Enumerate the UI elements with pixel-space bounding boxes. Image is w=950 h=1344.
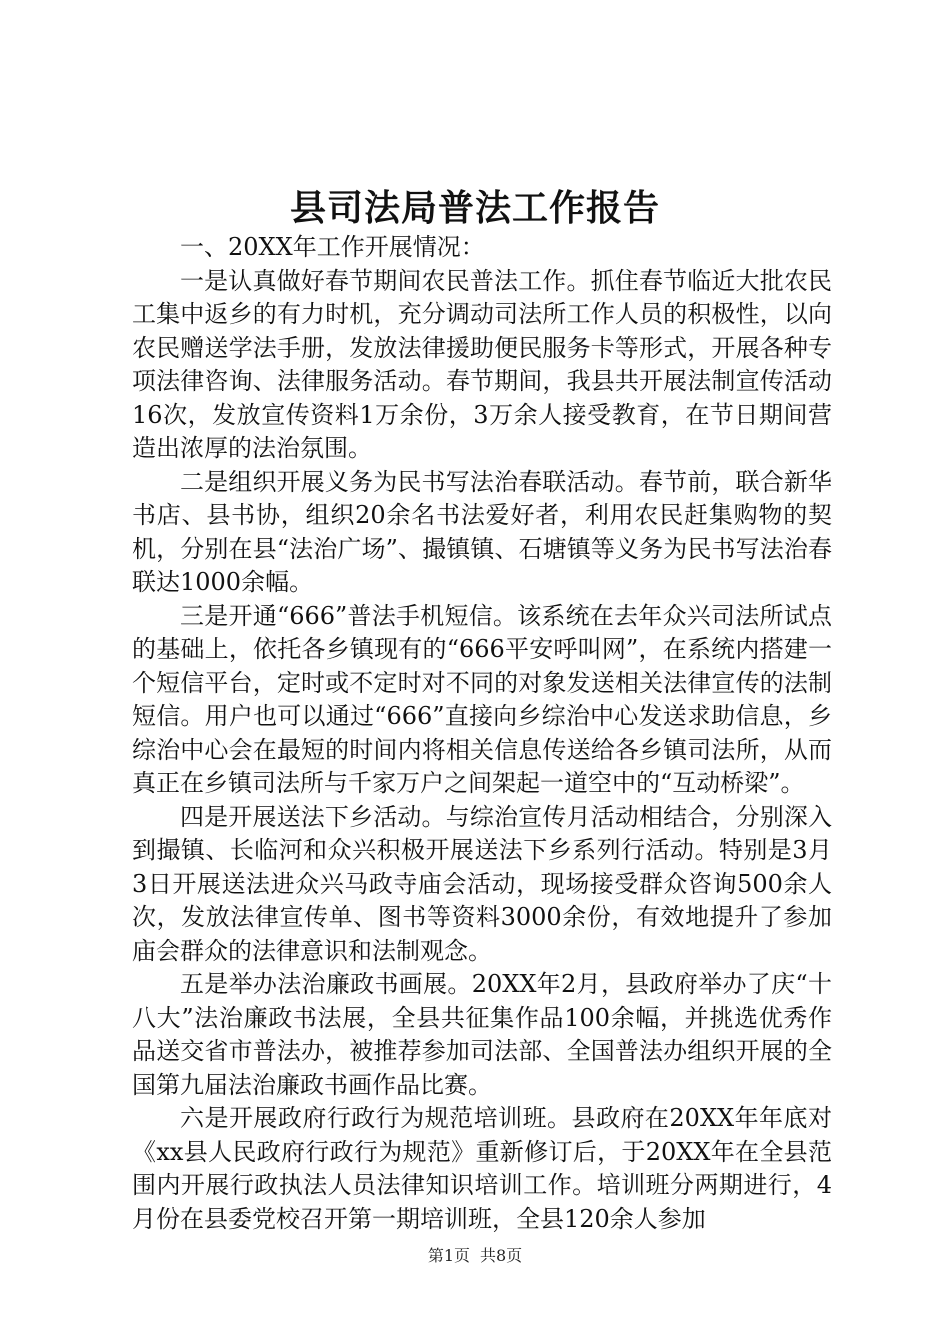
paragraph: 四是开展送法下乡活动。与综治宣传月活动相结合，分别深入到撮镇、长临河和众兴积极开展送法下乡系列行活动。特别是3月3日开展送法进众兴马政寺庙会活动，现场接受群众咨询500余人次，发放法律宣传单、图书等资料3000余份，有效地提升了参加庙会群众的法律意识和法制观念。 bbox=[132, 802, 832, 965]
page-footer bbox=[0, 1245, 950, 1267]
paragraph: 三是开通“666”普法手机短信。该系统在去年众兴司法所试点的基础上，依托各乡镇现有的“666平安呼叫网”，在系统内搭建一个短信平台，定时或不定时对不同的对象发送相关法律宣传的法制短信。用户也可以通过“666”直接向乡综治中心发送求助信息，乡综治中心会在最短的时间内将相关信息传送给各乡镇司法所，从而真正在乡镇司法所与千家万户之间架起一道空中的“互动桥梁”。 bbox=[132, 601, 832, 797]
document-title: 县司法局普法工作报告 bbox=[289, 187, 660, 229]
document-body bbox=[132, 231, 832, 1236]
paragraph: 六是开展政府行政行为规范培训班。县政府在20XX年年底对《xx县人民政府行政行为规范》重新修订后，于20XX年在全县范围内开展行政执法人员法律知识培训工作。培训班分两期进行，4月份在县委党校召开第一期培训班，全县120余人参加 bbox=[132, 1104, 832, 1233]
paragraph: 二是组织开展义务为民书写法治春联活动。春节前，联合新华书店、县书协，组织20余名书法爱好者，利用农民赶集购物的契机，分别在县“法治广场”、撮镇镇、石塘镇等义务为民书写法治春联达1000余幅。 bbox=[132, 467, 832, 596]
paragraph: 一、20XX年工作开展情况： bbox=[180, 233, 485, 261]
page-number: 第1页 bbox=[427, 1246, 470, 1265]
paragraph: 五是举办法治廉政书画展。20XX年2月，县政府举办了庆“十八大”法治廉政书法展，全县共征集作品100余幅，并挑选优秀作品送交省市普法办，被推荐参加司法部、全国普法办组织开展的全国第九届法治廉政书画作品比赛。 bbox=[132, 970, 832, 1099]
paragraph: 一是认真做好春节期间农民普法工作。抓住春节临近大批农民工集中返乡的有力时机，充分调动司法所工作人员的积极性，以向农民赠送学法手册，发放法律援助便民服务卡等形式，开展各种专项法律咨询、法律服务活动。春节期间，我县共开展法制宣传活动16次，发放宣传资料1万余份，3万余人接受教育，在节日期间营造出浓厚的法治氛围。 bbox=[132, 266, 832, 462]
page-total: 共8页 bbox=[480, 1246, 523, 1265]
